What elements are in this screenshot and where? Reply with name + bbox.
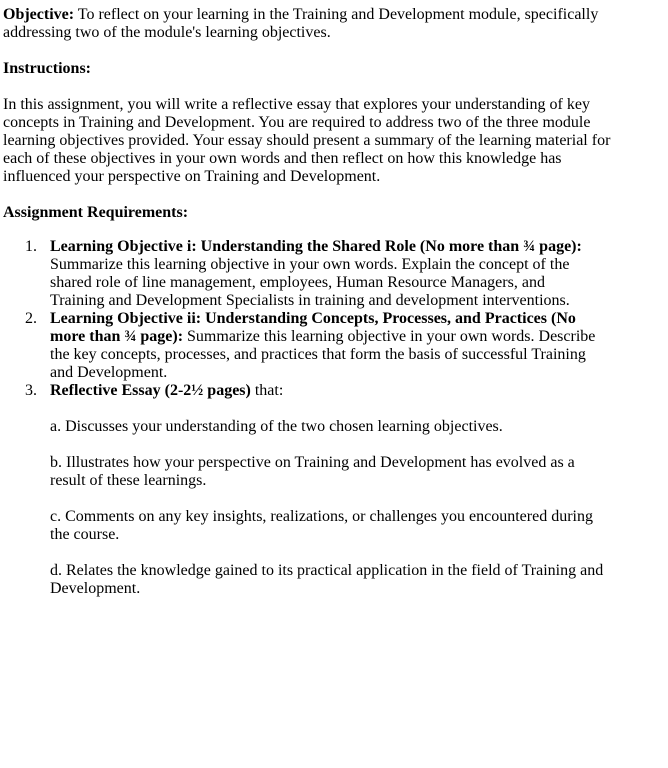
- objective-paragraph: [3, 6, 618, 42]
- list-item: [3, 238, 602, 310]
- list-item-number: 3.: [25, 382, 37, 399]
- list-item-title: Learning Objective i: Understanding the Shared Role (No more than ¾ page):: [50, 238, 582, 255]
- list-item-title: Learning Objective ii: Understanding Concepts, Processes, and Practices (No more than ¾ page):: [50, 310, 576, 345]
- list-item-text: that:: [250, 382, 284, 399]
- sub-item: c. Comments on any key insights, realizations, or challenges you encountered during the course.: [50, 508, 593, 543]
- sub-item: b. Illustrates how your perspective on Training and Development has evolved as a result of these learnings.: [50, 454, 575, 489]
- requirements-heading: Assignment Requirements:: [3, 204, 189, 221]
- list-item-number: 2.: [25, 310, 37, 327]
- list-item-title: Reflective Essay (2-2½ pages): [50, 382, 251, 399]
- sub-item: a. Discusses your understanding of the two chosen learning objectives.: [50, 418, 503, 435]
- instructions-heading: Instructions:: [3, 60, 92, 77]
- list-item-text: Summarize this learning objective in your own words. Describe the key concepts, processes, and practices that form the basis of successful Training and Development.: [50, 328, 596, 381]
- objective-label: Objective:: [3, 6, 75, 23]
- list-item-number: 1.: [25, 238, 37, 255]
- list-item: [3, 382, 602, 400]
- list-item: [3, 310, 602, 382]
- list-item-text: Summarize this learning objective in your own words. Explain the concept of the shared role of line management, employees, Human Resource Managers, and Training and Development Specialists in training and development interventions.: [50, 256, 570, 309]
- objective-text: To reflect on your learning in the Training and Development module, specifically addressing two of the module's learning objectives.: [3, 6, 599, 41]
- instructions-body: In this assignment, you will write a reflective essay that explores your understanding of key concepts in Training and Development. You are required to address two of the three module learning objectives provided. Your essay should present a summary of the learning material for each of these objectives in your own words and then reflect on how this knowledge has influenced your perspective on Training and Development.: [3, 96, 611, 185]
- requirements-list: [3, 238, 668, 400]
- sub-item: d. Relates the knowledge gained to its practical application in the field of Training and Development.: [50, 562, 604, 597]
- reflective-essay-sub-items: [3, 418, 668, 598]
